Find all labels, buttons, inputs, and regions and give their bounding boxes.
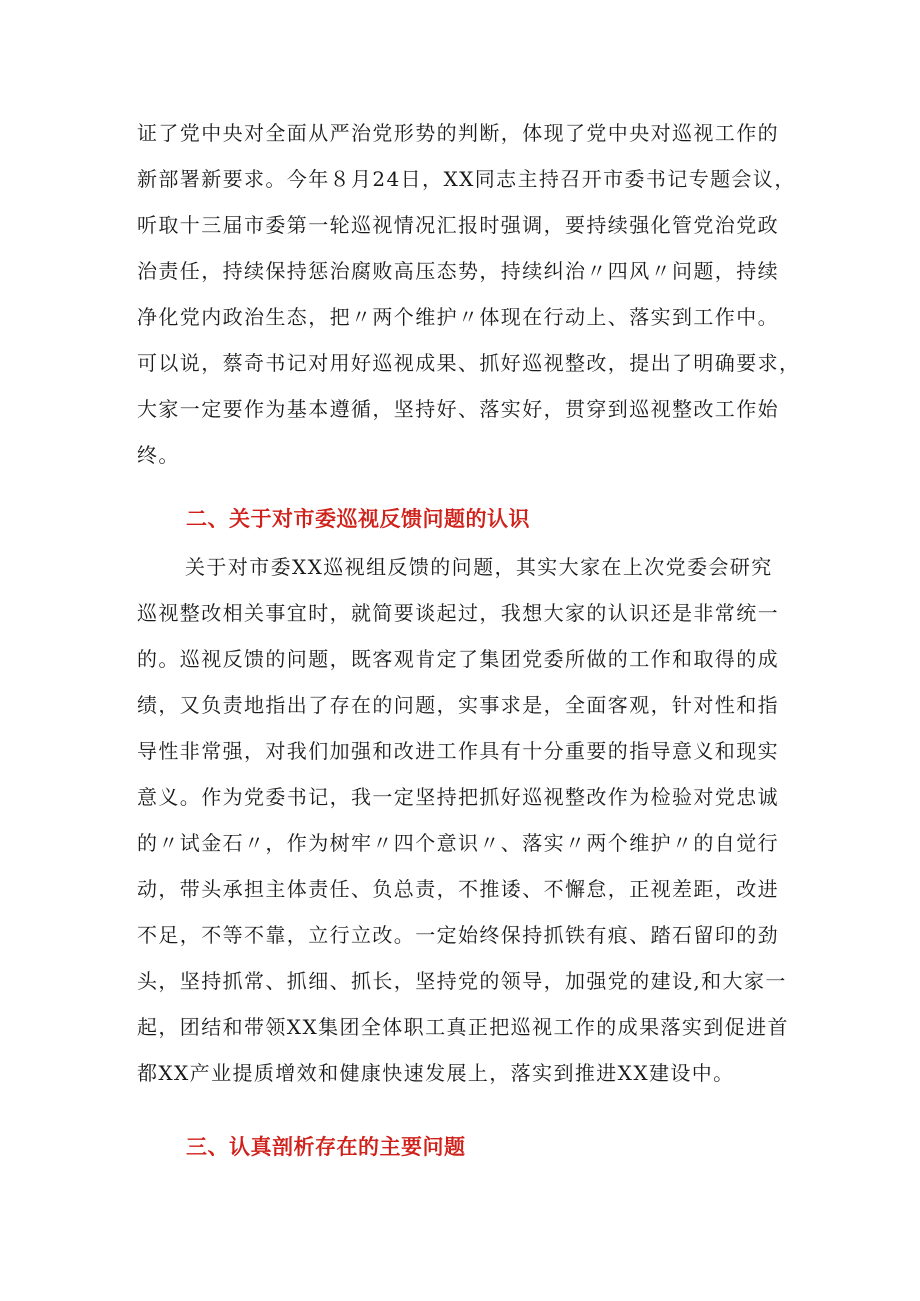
text-line: 导性非常强，对我们加强和改进工作具有十分重要的指导意义和现实 [137, 739, 779, 763]
text-line: 听取十三届市委第一轮巡视情况汇报时强调，要持续强化管党治党政 [137, 213, 779, 237]
text-line: 意义。作为党委书记，我一定坚持把抓好巡视整改作为检验对党忠诚 [137, 785, 779, 809]
text-line: 治责任，持续保持惩治腐败高压态势，持续纠治〃四风〃问题，持续 [137, 259, 779, 283]
section-heading-2: 二、关于对市委巡视反馈问题的认识 [186, 507, 530, 531]
text-line: 净化党内政治生态，把〃两个维护〃体现在行动上、落实到工作中。 [137, 305, 779, 329]
text-line: 头，坚持抓常、抓细、抓长，坚持党的领导，加强党的建设,和大家一 [137, 969, 787, 993]
text-line: 起，团结和带领XX集团全体职工真正把巡视工作的成果落实到促进首 [137, 1015, 789, 1039]
text-line: 新部署新要求。今年８月24日，XX同志主持召开市委书记专题会议， [137, 167, 796, 191]
section-heading-3: 三、认真剖析存在的主要问题 [186, 1135, 466, 1159]
text-line: 绩，又负责地指出了存在的问题，实事求是，全面客观，针对性和指 [137, 693, 779, 717]
text-line: 的〃试金石〃，作为树牢〃四个意识〃、落实〃两个维护〃的自觉行 [137, 831, 779, 855]
text-line: 不足，不等不靠，立行立改。一定始终保持抓铁有痕、踏石留印的劲 [137, 923, 779, 947]
text-line: 都XX产业提质增效和健康快速发展上，落实到推进XX建设中。 [137, 1061, 735, 1085]
text-line: 巡视整改相关事宜时，就简要谈起过，我想大家的认识还是非常统一 [137, 601, 779, 625]
text-line: 大家一定要作为基本遵循，坚持好、落实好，贯穿到巡视整改工作始 [137, 397, 779, 421]
text-line: 终。 [137, 443, 180, 467]
text-line: 动，带头承担主体责任、负总责，不推诿、不懈怠，正视差距，改进 [137, 877, 779, 901]
text-line: 关于对市委XX巡视组反馈的问题，其实大家在上次党委会研究 [185, 555, 773, 579]
text-line: 可以说，蔡奇书记对用好巡视成果、抓好巡视整改，提出了明确要求， [137, 351, 801, 375]
text-line: 证了党中央对全面从严治党形势的判断，体现了党中央对巡视工作的 [137, 121, 779, 145]
text-line: 的。巡视反馈的问题，既客观肯定了集团党委所做的工作和取得的成 [137, 647, 779, 671]
